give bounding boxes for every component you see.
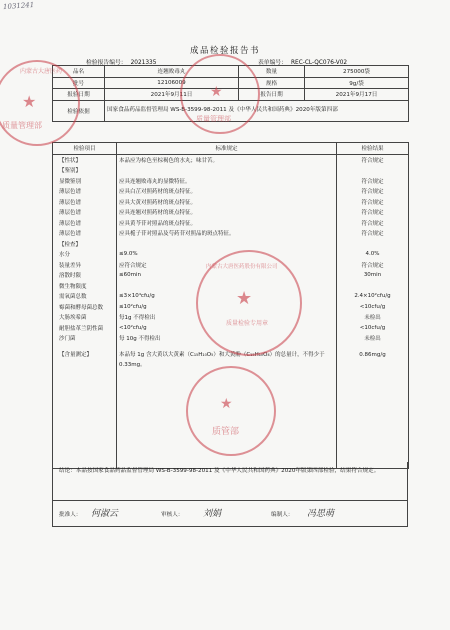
left-seal-star-icon: ★: [22, 92, 37, 111]
handwritten-note: 1031241: [2, 0, 35, 12]
approver-signature: 何淑云: [91, 509, 119, 519]
result-cell: 符合规定: [337, 197, 409, 208]
result-cell: 符合规定: [337, 154, 409, 165]
item-cell: 薄层色谱: [53, 197, 117, 208]
item-cell: 霉菌和酵母菌总数: [53, 302, 117, 313]
item-cell: 大肠埃希菌: [53, 312, 117, 323]
standard-cell: [117, 165, 337, 176]
standard-cell: 应具连翘败毒丸的显微特征。: [117, 176, 337, 187]
form-number-label: 表单编号：: [258, 60, 287, 66]
result-cell: 30min: [337, 270, 409, 281]
item-cell: 耐胆盐革兰阴性菌: [53, 323, 117, 334]
tester-label: 编制人：: [271, 512, 294, 518]
result-cell: 未检出: [337, 312, 409, 323]
standard-cell: 应具栀子苷对照品及芍药苷对照品的斑点特征。: [117, 228, 337, 239]
reviewer-signature: 刘娟: [203, 509, 222, 519]
result-cell: 符合规定: [337, 260, 409, 271]
basis-value: 国家食品药品监督管理局 WS-B-3599-98-2011 及《中华人民共和国药典》2020年版第四部: [105, 100, 409, 121]
item-cell: 薄层色谱: [53, 218, 117, 229]
table-row: [53, 228, 409, 239]
standard-cell: ≤9.0%: [117, 249, 337, 260]
quantity-label: 数量: [239, 66, 305, 78]
tester-signature: 冯思萌: [307, 509, 335, 519]
spec-value: 9g/袋: [305, 77, 409, 89]
spec-label: 规格: [239, 77, 305, 89]
item-cell: 薄层色谱: [53, 186, 117, 197]
item-cell: 需氧菌总数: [53, 291, 117, 302]
table-row: [53, 154, 409, 165]
item-cell: 水分: [53, 249, 117, 260]
top-seal-star-icon: ★: [210, 84, 223, 100]
result-cell: 符合规定: [337, 186, 409, 197]
item-cell: 溶散时限: [53, 270, 117, 281]
results-header-row: [53, 143, 409, 155]
result-cell: 符合规定: [337, 176, 409, 187]
item-cell: 显微鉴别: [53, 176, 117, 187]
product-value: 连翘败毒丸: [105, 66, 239, 78]
center-seal-inner: 质量检验专用章: [226, 320, 269, 327]
header-standard: 标准规定: [117, 143, 337, 155]
table-row: [53, 165, 409, 176]
item-cell: 【检查】: [53, 239, 117, 250]
item-cell: 沙门菌: [53, 333, 117, 344]
header-result: 检验结果: [337, 143, 409, 155]
table-row: [53, 218, 409, 229]
table-row: [53, 197, 409, 208]
reviewer-label: 审核人：: [161, 512, 184, 518]
inspect-date-label: 报验日期: [53, 89, 105, 101]
standard-cell: ≤10²cfu/g: [117, 302, 337, 313]
result-cell: [337, 165, 409, 176]
item-cell: 【性状】: [53, 154, 117, 165]
inspect-date-value: 2021年9月11日: [105, 89, 239, 101]
report-number-label: 检验报告编号：: [86, 60, 127, 66]
standard-cell: 应具连翘对照药材的斑点特征。: [117, 207, 337, 218]
report-number-value: 2021335: [130, 60, 157, 66]
standard-cell: ≤3×10⁴cfu/g: [117, 291, 337, 302]
basis-label: 检验依据: [53, 100, 105, 121]
standard-cell: 应具白芷对照药材的斑点特征。: [117, 186, 337, 197]
result-cell: <10cfu/g: [337, 323, 409, 334]
signature-row: [52, 501, 408, 527]
table-row: [53, 176, 409, 187]
item-cell: 装量差异: [53, 260, 117, 271]
bottom-seal-star-icon: ★: [220, 396, 233, 412]
standard-cell: 应具黄芩苷对照品的斑点特征。: [117, 218, 337, 229]
report-title: 成品检验报告书: [189, 46, 260, 56]
batch-label: 批号: [53, 77, 105, 89]
table-row: [53, 207, 409, 218]
result-cell: <10cfu/g: [337, 302, 409, 313]
top-seal-text: 质量管理部: [196, 115, 231, 123]
result-cell: 符合规定: [337, 207, 409, 218]
item-cell: 薄层色谱: [53, 228, 117, 239]
quantity-value: 275000袋: [305, 66, 409, 78]
bottom-seal-text: 质管部: [212, 427, 240, 437]
result-cell: 4.0%: [337, 249, 409, 260]
assay-result: 0.86mg/g: [337, 344, 409, 394]
header-item: 检验项目: [53, 143, 117, 155]
report-date-label: 报告日期: [239, 89, 305, 101]
standard-cell: 本品应为棕色至棕褐色的水丸；味甘苦。: [117, 154, 337, 165]
item-cell: 【鉴别】: [53, 165, 117, 176]
assay-standard: 本品每 1g 含大黄以大黄素（C₁₅H₁₀O₅）和大黄酚（C₁₅H₁₀O₄）的总量计，不得少于 0.33mg。: [117, 344, 337, 394]
standard-cell: [117, 239, 337, 250]
approver-label: 批准人：: [59, 512, 82, 518]
result-cell: 2.4×10²cfu/g: [337, 291, 409, 302]
result-cell: 符合规定: [337, 218, 409, 229]
table-row: [53, 186, 409, 197]
report-date-value: 2021年9月17日: [305, 89, 409, 101]
item-cell: 微生物限度: [53, 281, 117, 292]
standard-cell: 每 10g 不得检出: [117, 333, 337, 344]
standard-cell: 每1g 不得检出: [117, 312, 337, 323]
left-seal-text: 质量管理部: [2, 121, 42, 130]
left-seal-ring: 内蒙古大唐医药: [20, 68, 63, 75]
center-seal-star-icon: ★: [236, 288, 253, 309]
standard-cell: <10²cfu/g: [117, 323, 337, 334]
standard-cell: 应具大黄对照药材的斑点特征。: [117, 197, 337, 208]
assay-label: 【含量测定】: [53, 344, 117, 394]
item-cell: 薄层色谱: [53, 207, 117, 218]
standard-cell: ≤60min: [117, 270, 337, 281]
result-cell: [337, 281, 409, 292]
table-row: [53, 239, 409, 250]
form-number-value: REC-CL-QC076-V02: [291, 60, 348, 66]
center-seal-ring: 内蒙古大唐医药股份有限公司: [206, 264, 278, 270]
result-cell: 符合规定: [337, 228, 409, 239]
result-cell: [337, 239, 409, 250]
product-label: 品名: [53, 66, 105, 78]
standard-cell: 应符合规定: [117, 260, 337, 271]
result-cell: 未检出: [337, 333, 409, 344]
conclusion: 结论：本品按国家食品药品监督管理局 WS-B-3599-98-2011 及《中华人民共和国药典》2020年版第四部检验，结果符合规定。: [52, 462, 408, 501]
batch-value: 12106009: [105, 77, 239, 89]
